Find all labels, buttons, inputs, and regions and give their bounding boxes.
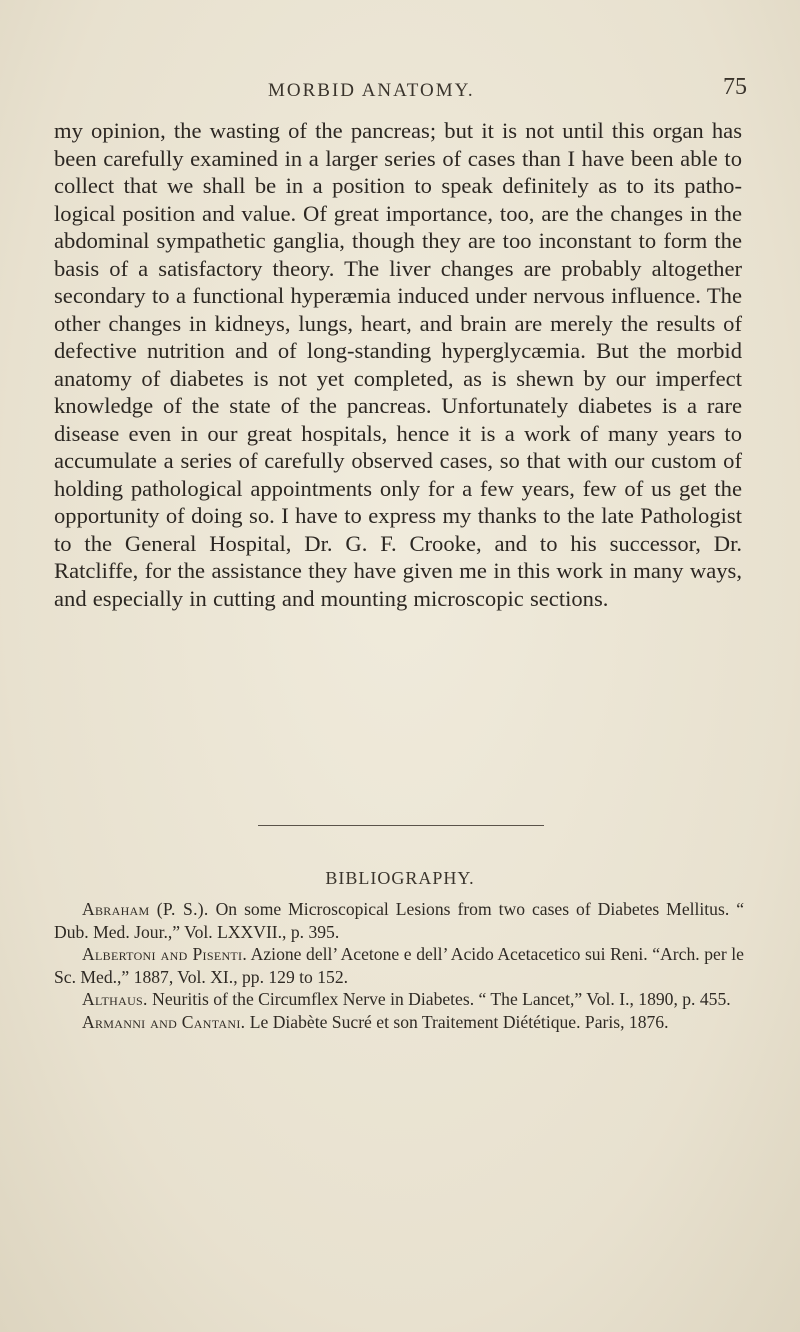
bibliography-entry: [54, 898, 744, 943]
bibliography-author: Abraham (P. S.).: [82, 899, 209, 919]
bibliography-entry: [54, 988, 744, 1011]
page-number: 75: [723, 74, 747, 100]
bibliography-entry: [54, 1011, 744, 1034]
body-paragraph: my opinion, the wasting of the pancreas; but it is not until this organ has been carefully examined in a larger series of cases than I have been able to collect that we shall be in a position to speak definitely as to its patho-logical position and value. Of great importance, too, are the changes in the abdominal sympathetic ganglia, though they are too inconstant to form the basis of a satisfactory theory. The liver changes are probably altogether secondary to a functional hyperæmia induced under nervous influence. The other changes in kidneys, lungs, heart, and brain are merely the results of defective nutrition and of long-standing hyperglycæmia. But the morbid anatomy of diabetes is not yet completed, as is shewn by our imperfect knowledge of the state of the pancreas. Unfortunately diabetes is a rare disease even in our great hospitals, hence it is a work of many years to accumulate a series of carefully observed cases, so that with our custom of holding pathological appointments only for a few years, few of us get the opportunity of doing so. I have to express my thanks to the late Pathologist to the General Hospital, Dr. G. F. Crooke, and to his successor, Dr. Ratcliffe, for the assistance they have given me in this work in many ways, and especially in cutting and mounting microscopic sections.: [54, 118, 742, 611]
bibliography-author: Althaus.: [82, 989, 148, 1010]
running-head: MORBID ANATOMY.: [268, 80, 475, 101]
bibliography-list: [54, 898, 744, 1034]
bibliography-entry: [54, 943, 744, 988]
section-divider: [258, 825, 544, 826]
bibliography-citation: Neuritis of the Circumflex Nerve in Diabetes. “ The Lancet,” Vol. I., 1890, p. 455.: [147, 989, 731, 1010]
bibliography-citation: Le Diabète Sucré et son Traitement Diététique. Paris, 1876.: [245, 1011, 669, 1032]
bibliography-heading: BIBLIOGRAPHY.: [325, 868, 475, 888]
bibliography-citation: Azione dell’ Acetone e dell’ Acido Acetacetico sui Reni. “Arch. per le Sc. Med.,” 1887, Vol. XI., pp. 129 to 152.: [54, 944, 744, 987]
bibliography-author: Armanni and Cantani.: [82, 1011, 246, 1032]
bibliography-author: Albertoni and Pisenti.: [82, 944, 248, 965]
bibliography-citation: On some Microscopical Lesions from two cases of Diabetes Mellitus. “ Dub. Med. Jour.,” Vol. LXXVII., p. 395.: [54, 899, 744, 942]
